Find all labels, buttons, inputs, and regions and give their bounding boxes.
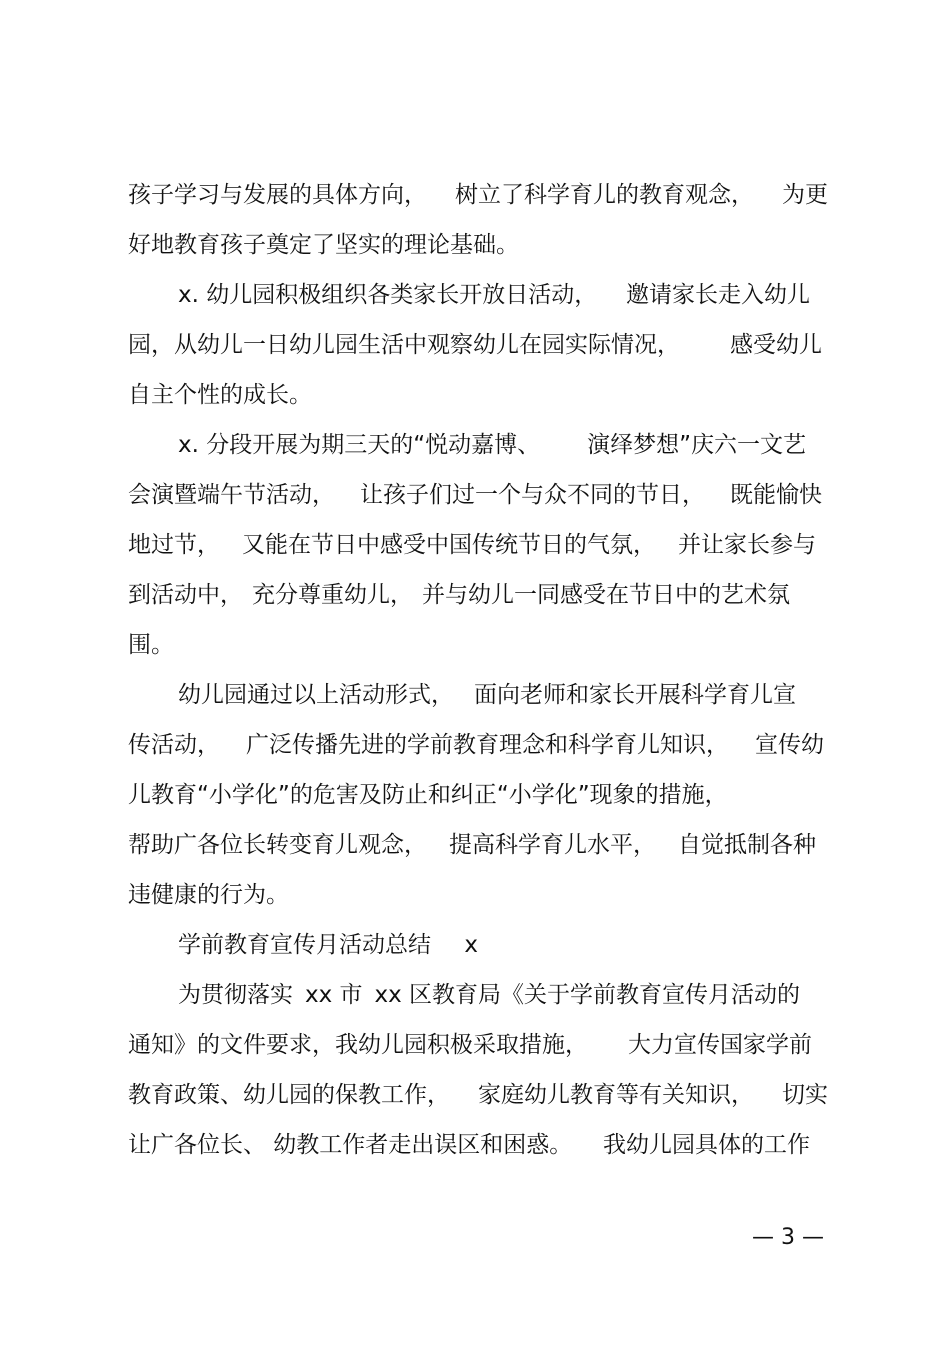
text-line-18 — [128, 1030, 812, 1060]
text-segment: 并让家长参与 — [678, 532, 816, 558]
text-line-9 — [128, 580, 790, 610]
text-segment: 广泛传播先进的学前教育理念和科学育儿知识， — [246, 732, 729, 758]
text-segment: 教育政策、幼儿园的保教工作， — [128, 1082, 450, 1108]
text-line-17 — [178, 980, 800, 1010]
text-line-6 — [178, 430, 806, 460]
text-segment: 帮助广各位长转变育儿观念， — [128, 832, 427, 858]
text-segment: 充分尊重幼儿， — [252, 582, 413, 608]
text-segment: 又能在节日中感受中国传统节日的气氛， — [242, 532, 656, 558]
text-line-20 — [128, 1130, 810, 1160]
text-segment: xx 区教育局《关于学前教育宣传月活动的 — [374, 982, 800, 1008]
text-segment: 为贯彻落实 — [178, 982, 293, 1008]
text-segment: 面向老师和家长开展科学育儿宣 — [474, 682, 796, 708]
text-line-8 — [128, 530, 816, 560]
text-segment: x — [464, 932, 478, 958]
text-line-4 — [128, 330, 822, 360]
text-segment: 到活动中， — [128, 582, 243, 608]
text-segment: 提高科学育儿水平， — [449, 832, 656, 858]
text-segment: 宣传幼 — [755, 732, 824, 758]
text-segment: xx 市 — [304, 982, 363, 1008]
text-segment: 违健康的行为。 — [128, 882, 289, 908]
text-segment: 演绎梦想”庆六一文艺 — [587, 432, 806, 458]
text-line-19 — [128, 1080, 828, 1110]
text-segment: 园，从幼儿一日幼儿园生活中观察幼儿在园实际情况， — [128, 332, 680, 358]
text-segment: 自主个性的成长。 — [128, 382, 312, 408]
text-segment: 儿教育“小学化”的危害及防止和纠正“小学化”现象的措施， — [128, 782, 728, 808]
text-line-7 — [128, 480, 822, 510]
text-segment: x. 分段开展为期三天的“悦动嘉博、 — [178, 432, 541, 458]
text-line-14 — [128, 830, 816, 860]
section-title — [178, 930, 478, 960]
text-segment: 我幼儿园具体的工作 — [603, 1132, 810, 1158]
text-segment: 并与幼儿一同感受在节日中的艺术氛 — [422, 582, 790, 608]
page-number: — 3 — — [752, 1225, 824, 1250]
text-segment: 好地教育孩子奠定了坚实的理论基础。 — [128, 232, 519, 258]
text-segment: 感受幼儿 — [730, 332, 822, 358]
text-segment: 邀请家长走入幼儿 — [626, 282, 810, 308]
text-segment: 传活动， — [128, 732, 220, 758]
text-segment: 让孩子们过一个与众不同的节日， — [360, 482, 705, 508]
text-line-3 — [178, 280, 810, 310]
text-segment: 通知》的文件要求，我幼儿园积极采取措施， — [128, 1032, 588, 1058]
text-segment: 让广各位长、 幼教工作者走出误区和困惑。 — [128, 1132, 573, 1158]
text-segment: 幼儿园通过以上活动形式， — [178, 682, 454, 708]
text-segment: 家庭幼儿教育等有关知识， — [478, 1082, 754, 1108]
text-line-2 — [128, 230, 828, 260]
text-segment: 学前教育宣传月活动总结 — [178, 932, 431, 958]
text-line-15 — [128, 880, 828, 910]
text-segment: 切实 — [782, 1082, 828, 1108]
text-segment: x. 幼儿园积极组织各类家长开放日活动， — [178, 282, 598, 308]
text-segment: 会演暨端午节活动， — [128, 482, 335, 508]
text-line-13 — [128, 780, 828, 810]
text-segment: 大力宣传国家学前 — [628, 1032, 812, 1058]
text-segment: 树立了科学育儿的教育观念， — [455, 182, 754, 208]
text-line-10 — [128, 630, 828, 660]
text-line-11 — [178, 680, 796, 710]
text-segment: 孩子学习与发展的具体方向， — [128, 182, 427, 208]
text-segment: 围。 — [128, 632, 174, 658]
text-segment: 自觉抵制各种 — [678, 832, 816, 858]
text-line-5 — [128, 380, 828, 410]
text-segment: 地过节， — [128, 532, 220, 558]
text-segment: 为更 — [782, 182, 828, 208]
text-segment: 既能愉快 — [730, 482, 822, 508]
text-line-12 — [128, 730, 824, 760]
text-line-1 — [128, 180, 828, 210]
